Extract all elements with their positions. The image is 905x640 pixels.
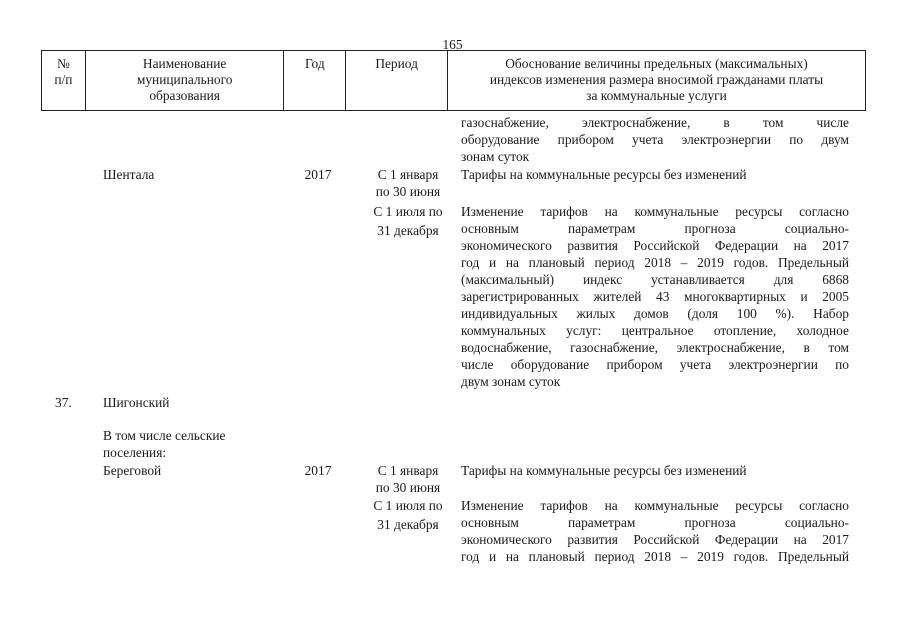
cont-line: зонам суток <box>461 149 530 164</box>
description-text: Тарифы на коммунальные ресурсы без изменений <box>461 167 747 182</box>
header-num: № п/п <box>42 51 86 110</box>
description-line: основным параметрам прогноза социально- <box>461 515 849 530</box>
description-line: (максимальный) индекс устанавливается для 6868 <box>461 272 849 287</box>
period-text: С 1 января <box>377 463 439 478</box>
description-line: индивидуальных жилых домов (доля 100 %). Набор <box>461 306 849 321</box>
row-number: 37. <box>55 395 72 410</box>
sub-heading: В том числе сельские <box>103 428 226 443</box>
header-period: Период <box>346 51 448 110</box>
period-text: по 30 июня <box>375 480 441 495</box>
period-text: по 30 июня <box>375 184 441 199</box>
table-header <box>41 50 866 111</box>
description-line: зарегистрированных жителей 43 многоквартирных и 2005 <box>461 289 849 304</box>
description-text: Тарифы на коммунальные ресурсы без изменений <box>461 463 747 478</box>
description-line: экономического развития Российской Федерации на 2017 <box>461 532 849 547</box>
sub-heading: поселения: <box>103 445 167 460</box>
description-line: водоснабжение, газоснабжение, электроснабжение, в том <box>461 340 849 355</box>
header-reason: Обоснование величины предельных (максимальных) индексов изменения размера вносимой гражданами платы за коммунальные услуги <box>489 56 824 103</box>
cont-line: оборудование прибором учета электроэнергии по двум <box>461 132 849 147</box>
header-year: Год <box>284 51 346 110</box>
description-line: основным параметрам прогноза социально- <box>461 221 849 236</box>
description-line: двум зонам суток <box>461 374 561 389</box>
cont-line: газоснабжение, электроснабжение, в том числе <box>461 115 849 130</box>
period-text: 31 декабря <box>377 223 439 238</box>
period-text: С 1 января <box>377 167 439 182</box>
description-line: коммунальных услуг: центральное отопление, холодное <box>461 323 849 338</box>
period-text: С 1 июля по <box>373 204 443 219</box>
row-name-beregovoy: Береговой <box>103 463 162 478</box>
page-number: 165 <box>442 37 463 52</box>
description-line: Изменение тарифов на коммунальные ресурсы согласно <box>461 498 849 513</box>
description-line: год и на плановый период 2018 – 2019 годов. Предельный <box>461 255 849 270</box>
description-line: Изменение тарифов на коммунальные ресурсы согласно <box>461 204 849 219</box>
row-name-shentala: Шентала <box>103 167 155 182</box>
row-year: 2017 <box>304 463 332 478</box>
period-text: 31 декабря <box>377 517 439 532</box>
description-line: числе оборудование прибором учета электроэнергии по <box>461 357 849 372</box>
header-name: Наименование муниципального образования <box>86 51 285 110</box>
period-text: С 1 июля по <box>373 498 443 513</box>
row-name-shigonsky: Шигонский <box>103 395 170 410</box>
row-year: 2017 <box>304 167 332 182</box>
description-line: экономического развития Российской Федерации на 2017 <box>461 238 849 253</box>
description-line: год и на плановый период 2018 – 2019 годов. Предельный <box>461 549 849 564</box>
